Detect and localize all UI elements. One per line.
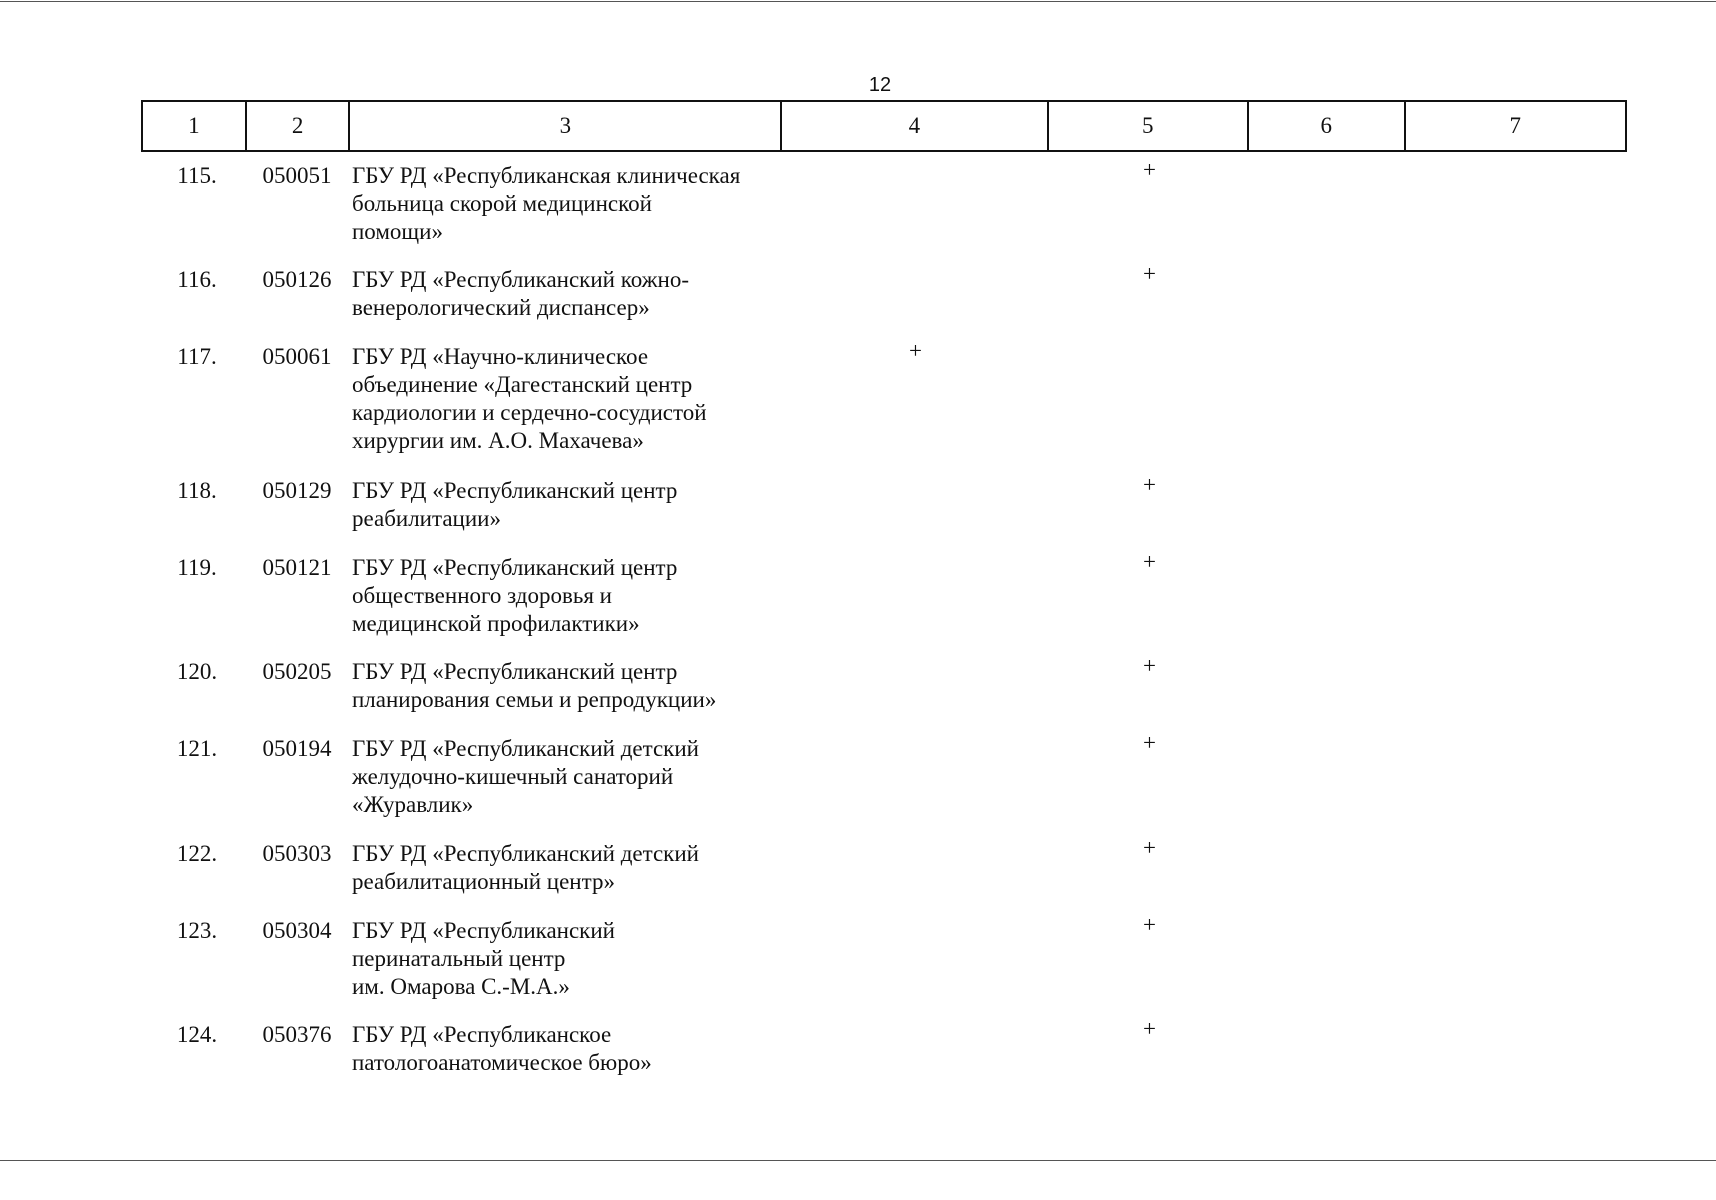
table-row [141,157,1627,266]
row-number: 117. [177,344,217,369]
row-col4-mark: + [909,338,922,363]
row-code: 050121 [262,555,332,580]
row-institution-name: ГБУ РД «Республиканский центр реабилитации» [352,478,678,531]
row-col5-mark: + [1143,835,1156,860]
row-col5-mark: + [1143,549,1156,574]
row-col4-mark [782,1015,1049,1092]
row-col7-mark [1407,658,1627,735]
table-row [141,549,1627,658]
row-number: 120. [176,659,218,684]
table-row [141,653,1627,735]
row-number: 122. [176,841,218,866]
row-col4-mark [782,471,1049,548]
row-institution-name: ГБУ РД «Республиканское патологоанатомическое бюро» [352,1022,652,1075]
row-col4-mark [782,652,1049,729]
row-number: 118. [177,478,217,503]
row-col4-mark [782,911,1049,1015]
row-col7-mark [1407,477,1627,554]
row-col7-mark [1407,917,1627,1021]
row-col6-mark [1250,343,1407,477]
row-code: 050194 [262,736,332,761]
header-col-7: 7 [1509,113,1522,138]
row-col6-mark [1250,1021,1407,1098]
row-col5-mark: + [1143,1016,1156,1041]
table-row [141,1016,1627,1098]
row-col6-mark [1250,162,1407,266]
row-number: 115. [177,163,217,188]
header-col-5: 5 [1049,102,1249,150]
row-col5-mark: + [1143,730,1156,755]
row-code: 050129 [262,478,332,503]
row-number: 116. [177,267,217,292]
row-institution-name: ГБУ РД «Республиканский кожно- венерологический диспансер» [352,267,690,320]
row-col5-mark: + [1143,912,1156,937]
row-code: 050126 [262,267,332,292]
row-col5-mark: + [1143,261,1156,286]
row-number: 119. [177,555,217,580]
header-col-1: 1 [143,102,247,150]
row-institution-name: ГБУ РД «Республиканская клиническая больница скорой медицинской помощи» [352,163,741,244]
row-col7-mark [1407,554,1627,658]
table-row [141,730,1627,840]
row-col7-mark [1407,840,1627,917]
row-institution-name: ГБУ РД «Республиканский центр планирования семьи и репродукции» [352,659,717,712]
header-col-6: 6 [1249,102,1406,150]
row-code: 050303 [262,841,332,866]
row-col5-mark [1049,337,1250,471]
page-number: 12 [868,74,892,96]
row-institution-name: ГБУ РД «Научно-клиническое объединение «Дагестанский центр кардиологии и сердечно-сосудистой хирургии им. А.О. Махачева» [352,344,707,453]
row-code: 050205 [262,659,332,684]
row-number: 123. [176,918,218,943]
row-col6-mark [1250,477,1407,554]
row-col7-mark [1407,266,1627,343]
table-row [141,338,1627,477]
row-col4-mark [782,156,1049,260]
row-col4-mark [782,548,1049,652]
row-col7-mark [1407,1021,1627,1098]
header-col-3: 3 [350,102,782,150]
row-col4-mark [782,260,1049,337]
row-col6-mark [1250,917,1407,1021]
table-row [141,261,1627,343]
row-col5-mark: + [1143,472,1156,497]
row-col7-mark [1407,162,1627,266]
row-institution-name: ГБУ РД «Республиканский детский желудочно-кишечный санаторий «Журавлик» [352,736,699,817]
row-institution-name: ГБУ РД «Республиканский перинатальный центр им. Омарова С.-М.А.» [352,918,615,999]
table-row [141,472,1627,554]
table-row [141,835,1627,917]
row-col7-mark [1407,735,1627,840]
row-code: 050304 [262,918,332,943]
row-col6-mark [1250,554,1407,658]
row-col4-mark [782,834,1049,911]
row-code: 050051 [262,163,332,188]
row-col4-mark [782,729,1049,834]
row-col7-mark [1407,343,1627,477]
row-col6-mark [1250,840,1407,917]
table-body [141,157,1627,1098]
row-code: 050376 [262,1022,332,1047]
row-col6-mark [1250,266,1407,343]
row-number: 124. [176,1022,218,1047]
row-col5-mark: + [1143,653,1156,678]
table-header [141,100,1627,152]
row-number: 121. [176,736,218,761]
header-col-2: 2 [247,102,351,150]
table-row [141,912,1627,1021]
header-col-4: 4 [782,102,1048,150]
row-col6-mark [1250,735,1407,840]
row-code: 050061 [262,344,332,369]
row-institution-name: ГБУ РД «Республиканский центр общественного здоровья и медицинской профилактики» [352,555,678,636]
row-col6-mark [1250,658,1407,735]
scan-edge-bottom [0,1160,1716,1161]
scan-edge-top [0,1,1716,2]
row-col5-mark: + [1143,157,1156,182]
row-institution-name: ГБУ РД «Республиканский детский реабилитационный центр» [352,841,699,894]
